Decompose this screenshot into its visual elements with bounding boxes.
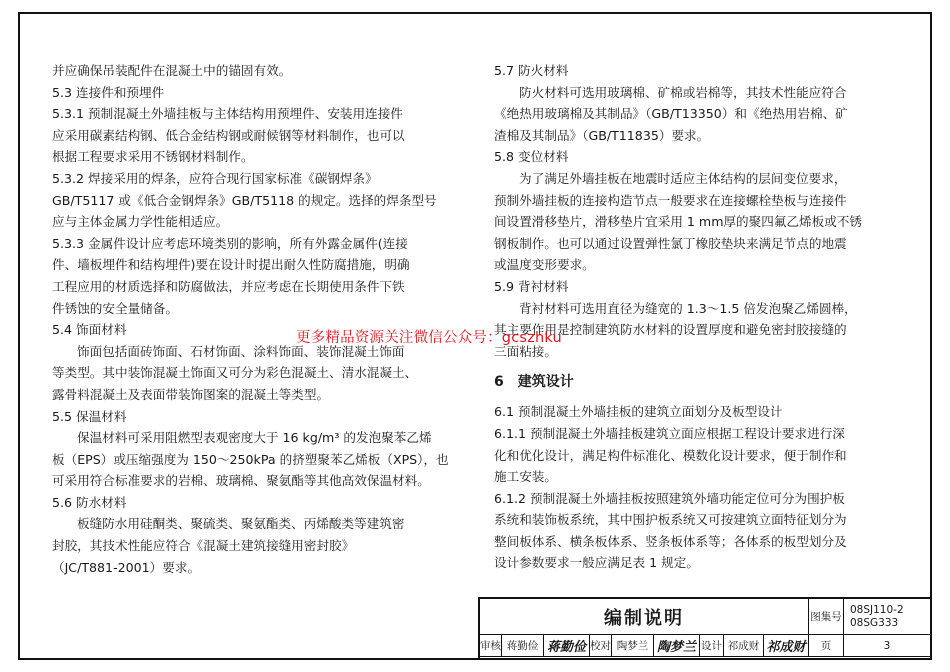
page-number: 3 — [844, 635, 930, 657]
text-line: 5.3.1 预制混凝土外墙挂板与主体结构用预埋件、安装用连接件 — [52, 106, 403, 122]
design-name: 祁成财 — [724, 635, 764, 657]
text-line: 设计参数要求一般应满足表 1 规定。 — [494, 555, 699, 571]
text-line: 工程应用的材质选择和防腐做法，并应考虑在长期使用条件下铁 — [52, 278, 405, 294]
left-text-column — [52, 60, 466, 578]
text-line: 防火材料可选用玻璃棉、矿棉或岩棉等，其技术性能应符合 — [519, 84, 847, 100]
text-line: 整间板体系、横条板体系、竖条板体系等；各体系的板型划分及 — [494, 533, 847, 549]
text-line: 可采用符合标准要求的岩棉、玻璃棉、聚氨酯等其他高效保温材料。 — [52, 473, 430, 489]
atlas-number-1: 08SJ110-2 — [850, 603, 904, 616]
text-line: 6.1 预制混凝土外墙挂板的建筑立面划分及板型设计 — [494, 404, 783, 420]
text-line: 5.7 防火材料 — [494, 63, 569, 78]
text-line: 为了满足外墙挂板在地震时适应主体结构的层间变位要求， — [519, 170, 847, 186]
design-label: 设计 — [700, 635, 724, 657]
right-column-design — [494, 401, 908, 574]
right-column-materials — [494, 60, 908, 362]
frame-top-line — [18, 12, 932, 14]
text-line: 施工安装。 — [494, 469, 557, 485]
text-line: 系统和装饰板系统，其中围护板系统又可按建筑立面特征划分为 — [494, 512, 847, 528]
frame-right-line — [930, 12, 932, 660]
atlas-number-2: 08SG333 — [850, 616, 899, 629]
text-line: 5.3.3 金属件设计应考虑环境类别的影响，所有外露金属件(连接 — [52, 235, 408, 251]
design-signature: 祁成财 — [764, 635, 809, 657]
text-line: 间设置滑移垫片，滑移垫片宜采用 1 mm厚的聚四氟乙烯板或不锈 — [494, 214, 862, 230]
text-line: 5.5 保温材料 — [52, 408, 127, 424]
text-line: 或温度变形要求。 — [494, 257, 595, 273]
atlas-label: 图集号 — [809, 599, 844, 635]
frame-left-line — [18, 12, 20, 660]
text-line: 5.9 背衬材料 — [494, 278, 569, 294]
text-line: 背衬材料可选用直径为缝宽的 1.3～1.5 倍发泡聚乙烯圆棒， — [519, 300, 857, 316]
text-line: 板缝防水用硅酮类、聚硫类、聚氨酯类、丙烯酸类等建筑密 — [77, 516, 405, 532]
text-line: 钢板制作。也可以通过设置弹性氯丁橡胶垫块来满足节点的地震 — [494, 235, 847, 251]
text-line: 等类型。其中装饰混凝土饰面又可分为彩色混凝土、清水混凝土、 — [52, 365, 418, 381]
text-line: GB/T5117 或《低合金钢焊条》GB/T5118 的规定。选择的焊条型号 — [52, 192, 437, 208]
text-line: 5.4 饰面材料 — [52, 322, 127, 338]
text-line: 饰面包括面砖饰面、石材饰面、涂料饰面、装饰混凝土饰面 — [77, 343, 405, 359]
text-line: 并应确保吊装配件在混凝土中的锚固有效。 — [52, 63, 292, 78]
text-line: 渣棉及其制品》（GB/T11835）要求。 — [494, 127, 710, 143]
watermark-text: 更多精品资源关注微信公众号：gcszhku — [296, 330, 562, 346]
text-line: 其主要作用是控制建筑防水材料的设置厚度和避免密封胶接缝的 — [494, 322, 847, 338]
check-signature: 陶梦兰 — [654, 635, 700, 657]
review-label: 审核 — [480, 635, 502, 657]
atlas-number — [844, 599, 930, 635]
text-line: 化和优化设计，满足构件标准化、模数化设计要求，便于制作和 — [494, 447, 847, 463]
text-line: 5.6 防水材料 — [52, 494, 127, 510]
text-line: 保温材料可采用阻燃型表观密度大于 16 kg/m³ 的发泡聚苯乙烯 — [77, 430, 432, 446]
right-text-column — [494, 60, 908, 574]
text-line: 露骨料混凝土及表面带装饰图案的混凝土等类型。 — [52, 386, 330, 402]
text-line: 根据工程要求采用不锈钢材料制作。 — [52, 149, 254, 165]
text-line: 件、墙板埋件和结构埋件)要在设计时提出耐久性防腐措施，明确 — [52, 257, 410, 273]
text-line: 件锈蚀的安全量储备。 — [52, 300, 178, 316]
check-name: 陶梦兰 — [612, 635, 654, 657]
text-line: 6.1.2 预制混凝土外墙挂板按照建筑外墙功能定位可分为围护板 — [494, 490, 845, 506]
text-line: 封胶，其技术性能应符合《混凝土建筑接缝用密封胶》 — [52, 538, 355, 554]
text-line: 应与主体金属力学性能相适应。 — [52, 214, 229, 230]
text-line: 5.3 连接件和预埋件 — [52, 84, 165, 100]
review-name: 蒋勤俭 — [502, 635, 544, 657]
text-line: 应采用碳素结构钢、低合金结构钢或耐候钢等材料制作，也可以 — [52, 127, 405, 143]
text-line: 6.1.1 预制混凝土外墙挂板建筑立面应根据工程设计要求进行深 — [494, 425, 845, 441]
text-line: 5.3.2 焊接采用的焊条，应符合现行国家标准《碳钢焊条》 — [52, 170, 378, 186]
text-line: 5.8 变位材料 — [494, 149, 569, 165]
title-block — [478, 597, 932, 659]
text-line: 三面粘接。 — [494, 343, 557, 359]
page-label: 页 — [809, 635, 844, 657]
text-line: 《绝热用玻璃棉及其制品》（GB/T13350）和《绝热用岩棉、矿 — [494, 106, 848, 122]
text-line: （JC/T881-2001）要求。 — [52, 559, 201, 575]
review-signature: 蒋勤俭 — [544, 635, 590, 657]
check-label: 校对 — [590, 635, 612, 657]
text-line: 预制外墙挂板的连接构造节点一般要求在连接螺栓垫板与连接件 — [494, 192, 847, 208]
drawing-title: 编制说明 — [480, 599, 809, 635]
section-heading: 6 建筑设计 — [494, 374, 574, 391]
text-line: 板（EPS）或压缩强度为 150～250kPa 的挤塑聚苯乙烯板（XPS），也 — [52, 451, 449, 467]
